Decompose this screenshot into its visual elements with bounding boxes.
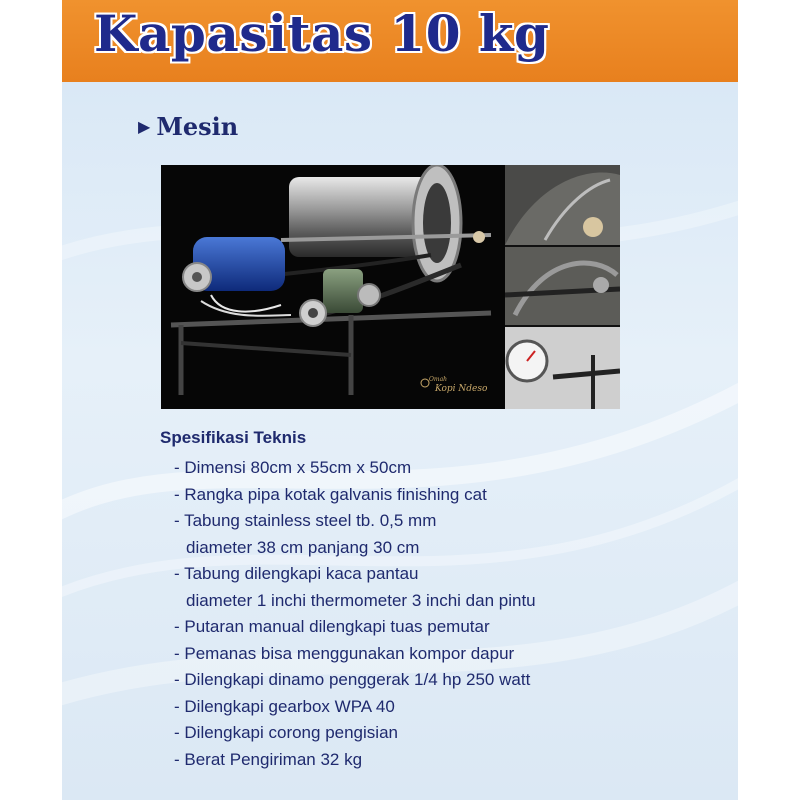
spec-item: - Dilengkapi dinamo penggerak 1/4 hp 250 watt	[174, 670, 531, 689]
triangle-bullet-icon: ▶	[138, 117, 151, 136]
spec-item-continuation: diameter 38 cm panjang 30 cm	[186, 537, 420, 557]
section-label: Mesin	[156, 112, 239, 141]
spec-item: - Pemanas bisa menggunakan kompor dapur	[174, 643, 515, 663]
brochure-page	[62, 0, 738, 800]
spec-item: - Dimensi 80cm x 55cm x 50cm	[174, 458, 412, 477]
spec-list	[174, 455, 536, 773]
section-heading	[138, 112, 238, 141]
spec-item: - Dilengkapi corong pengisian	[174, 723, 398, 742]
spec-item: - Tabung dilengkapi kaca pantau	[174, 564, 419, 583]
header-banner	[62, 0, 738, 82]
page-title: Kapasitas 10 kg	[94, 4, 550, 63]
spec-item: - Putaran manual dilengkapi tuas pemutar	[174, 617, 490, 636]
spec-item: - Rangka pipa kotak galvanis finishing cat	[174, 484, 487, 504]
spec-item-continuation: diameter 1 inchi thermometer 3 inchi dan pintu	[186, 590, 536, 610]
spec-item: - Tabung stainless steel tb. 0,5 mm	[174, 511, 437, 530]
gearbox-shape	[323, 269, 363, 313]
machine-photo	[161, 165, 505, 409]
spec-title: Spesifikasi Teknis	[160, 428, 307, 447]
watermark-line1: Omah	[429, 376, 448, 383]
spec-item: - Dilengkapi gearbox WPA 40	[174, 696, 395, 716]
watermark-line2: Kopi Ndeso	[435, 384, 488, 394]
spec-item: - Berat Pengiriman 32 kg	[174, 749, 363, 769]
detail-photos	[505, 165, 620, 409]
